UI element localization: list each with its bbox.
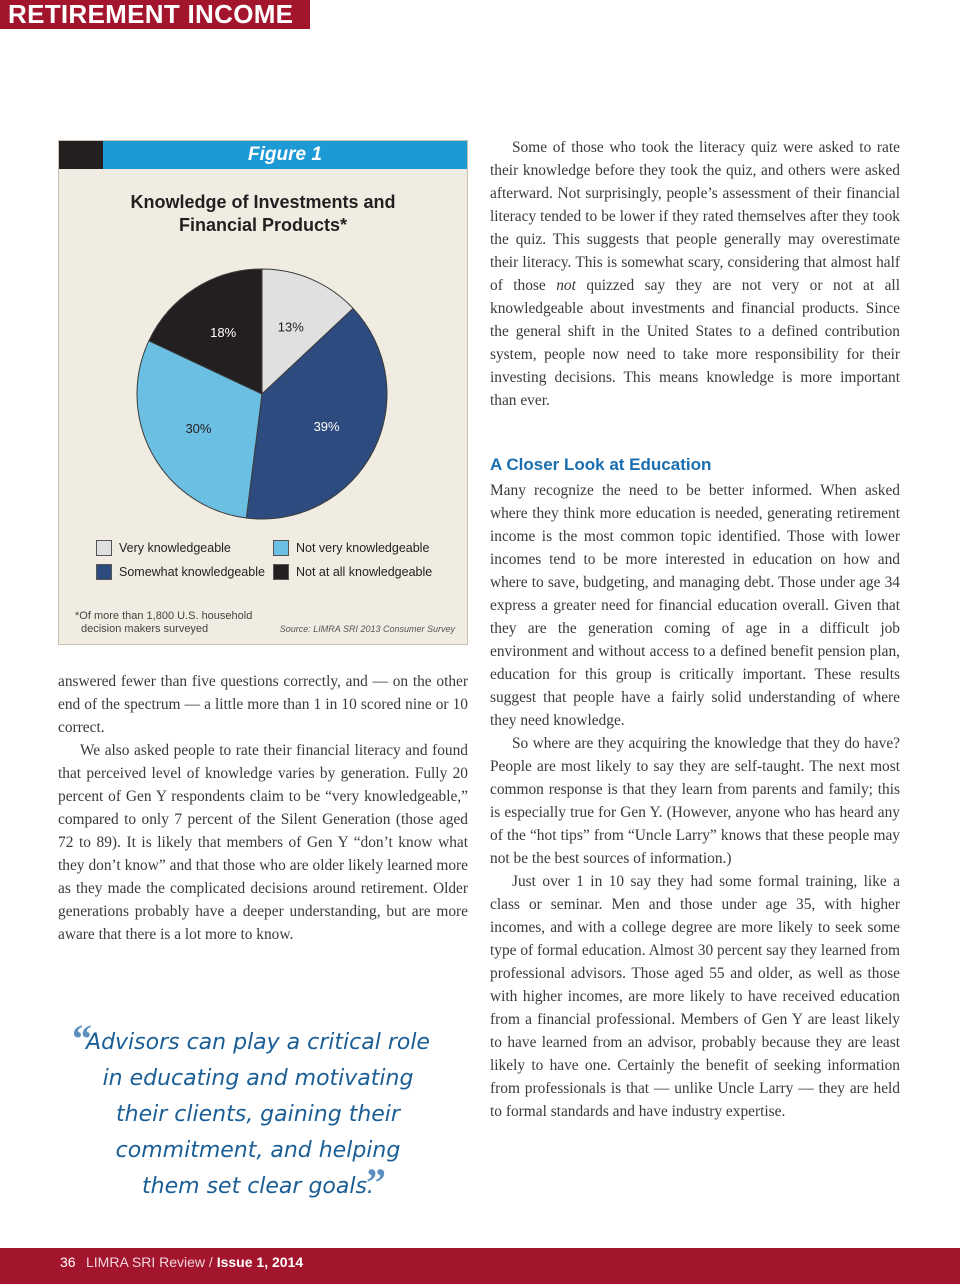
paragraph: So where are they acquiring the knowledge that they do have? People are most likely to say they are self-taught. The next most common response is that they learn from parents and family; this is especially true for Gen Y. (However, anyone who has heard any of the “hot tips” from “Uncle Larry” knows that these people may not be the best sources of information.) (490, 735, 900, 867)
footnote-line1: *Of more than 1,800 U.S. household (75, 610, 253, 622)
pull-quote-line: in educating and motivating (102, 1066, 414, 1091)
legend-label: Not very knowledgeable (296, 541, 430, 555)
paragraph: We also asked people to rate their financial literacy and found that perceived level of knowledge varies by generation. Fully 20 percent of Gen Y respondents claim to be “very knowledgeable,” compared to only 7 percent of the Silent Generation (those aged 72 to 89). It is likely that members of Gen Y “don’t know what they don’t know” and that those who are older likely learned more as they made the complicated decisions around retirement. Older generations probably have a deeper understanding, but are more aware that there is a lot more to know. (58, 742, 468, 943)
pull-quote-line: commitment, and helping (115, 1138, 401, 1163)
legend-swatch (96, 540, 112, 556)
paragraph: Just over 1 in 10 say they had some formal training, like a class or seminar. Men and those under age 35, with higher incomes, and with a college degree are more likely to seek some type of formal education. Almost 30 percent say they learned from professional advisors. Those aged 55 and older, as well as those with higher incomes, are more likely to have received education from a financial professional. Members of Gen Y are least likely to have learned from an advisor, probably because they are least likely to have one. Certainly the benefit of seeking information from professionals is that — unlike Uncle Larry — they are held to formal standards and have industry expertise. (490, 873, 900, 1120)
figure-label: Figure 1 (103, 141, 467, 169)
paragraph: answered fewer than five questions correctly, and — on the other end of the spectrum — a little more than 1 in 10 scored nine or 10 correct. (58, 673, 468, 736)
page-footer (0, 1248, 960, 1284)
pie-chart (59, 141, 467, 541)
section-heading: A Closer Look at Education (490, 455, 712, 474)
pull-quote-line: them set clear goals. (142, 1174, 374, 1199)
pie-slice-label: 39% (313, 418, 340, 434)
paragraph: Many recognize the need to be better informed. When asked where they think more education is needed, generating retirement income is the most common topic identified. Those with lower incomes tend to be more interested in education on how and where to save, budgeting, and managing debt. Those under age 34 express a greater need for financial education overall. Given that they are the generation coming of age in a difficult job environment and without access to a defined benefit pension plan, education for this group is critically important. These results suggest that people have a fairly solid understanding of where they need knowledge. (490, 482, 900, 729)
publication-title: LIMRA SRI Review / (86, 1254, 213, 1270)
chart-title-line2: Financial Products* (178, 215, 348, 235)
legend-item-not-at-all-knowledgeable (273, 563, 432, 581)
figure-source: Source: LIMRA SRI 2013 Consumer Survey (279, 624, 455, 634)
legend-swatch (273, 540, 289, 556)
legend-swatch (96, 564, 112, 580)
pie-slice-label: 18% (210, 324, 237, 340)
legend-item-very-knowledgeable (96, 539, 231, 557)
figure-1 (58, 140, 468, 645)
legend-item-somewhat-knowledgeable (96, 563, 265, 581)
legend-swatch (273, 564, 289, 580)
legend-label: Not at all knowledgeable (296, 565, 433, 579)
paragraph-text: quizzed say they are not very or not at all knowledgeable about investments and financial products. Since the general shift in the United States to a defined contribution system, people now need to take more responsibility for their investing decisions. This means knowledge is more important than ever. (490, 277, 900, 409)
pull-quote-line: their clients, gaining their (116, 1102, 400, 1127)
right-column-education (490, 479, 900, 1123)
page-number: 36 (60, 1254, 76, 1270)
pull-quote (72, 1016, 438, 1205)
legend-label: Somewhat knowledgeable (119, 565, 265, 579)
left-column-text (58, 670, 468, 946)
paragraph (490, 136, 900, 412)
open-quote-icon: “ (72, 1016, 92, 1061)
footnote-line2: decision makers surveyed (81, 623, 209, 635)
header-rule (0, 27, 310, 29)
figure-footnote (75, 610, 252, 636)
pie-slice-label: 13% (277, 319, 304, 335)
paragraph-text: Some of those who took the literacy quiz were asked to rate their knowledge before they took the quiz, and others were asked afterward. Not surprisingly, people’s assessment of their financial literacy tended to be lower if they rated themselves after they took the quiz. This suggests that people generally may overestimate their literacy. This is somewhat scary, considering that almost half of those (490, 139, 900, 294)
right-column-intro (490, 136, 900, 412)
section-header-bar (0, 0, 310, 27)
pie-slice-label: 30% (185, 420, 212, 436)
close-quote-icon: ” (366, 1160, 386, 1205)
emphasis-text: not (556, 277, 576, 294)
legend-item-not-very-knowledgeable (273, 539, 429, 557)
chart-title-line1: Knowledge of Investments and (130, 192, 396, 212)
publication-name (86, 1248, 303, 1276)
issue-label: Issue 1, 2014 (216, 1254, 304, 1270)
section-title: RETIREMENT INCOME (8, 0, 294, 27)
legend-label: Very knowledgeable (119, 541, 231, 555)
pull-quote-line: Advisors can play a critical role (86, 1030, 430, 1055)
